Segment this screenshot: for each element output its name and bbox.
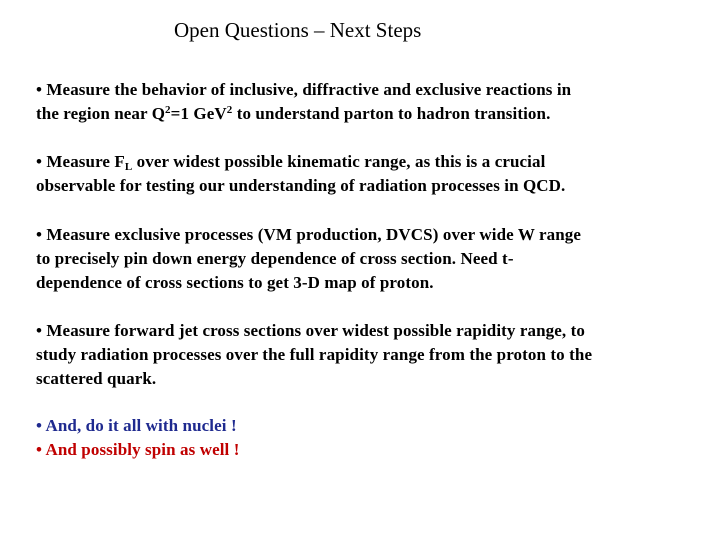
bullet-line: study radiation processes over the full rapidity range from the proton to the: [36, 345, 593, 364]
text-run: =1 GeV: [170, 104, 227, 123]
bullet-line: [36, 150, 696, 174]
bullet-line: • Measure the behavior of inclusive, diffractive and exclusive reactions in: [36, 80, 572, 99]
slide-title: Open Questions – Next Steps: [174, 18, 422, 42]
bullet-line: • Measure exclusive processes (VM production, DVCS) over wide W range: [36, 225, 582, 244]
bullet-nuclei-spin: [36, 414, 696, 462]
superscript: 2: [165, 104, 171, 116]
bullet-line: to precisely pin down energy dependence of cross section. Need t-: [36, 249, 514, 268]
bullet-exclusive-processes: [36, 223, 696, 295]
bullet-line: dependence of cross sections to get 3-D map of proton.: [36, 273, 434, 292]
bullet-line-nuclei: • And, do it all with nuclei !: [36, 416, 237, 435]
bullet-line: [36, 102, 696, 126]
bullet-line: observable for testing our understanding of radiation processes in QCD.: [36, 176, 566, 195]
bullet-fl-measurement: [36, 150, 696, 198]
bullet-partonic-transition: [36, 78, 696, 126]
superscript: 2: [226, 104, 233, 116]
text-run: to understand parton to hadron transition.: [232, 104, 551, 123]
subscript: L: [124, 161, 133, 173]
text-run: over widest possible kinematic range, as this is a crucial: [132, 152, 546, 171]
bullet-line: scattered quark.: [36, 369, 157, 388]
bullet-forward-jets: [36, 319, 696, 391]
bullet-line: • Measure forward jet cross sections over widest possible rapidity range, to: [36, 321, 585, 340]
text-run: • Measure F: [36, 152, 125, 171]
text-run: the region near Q: [36, 104, 166, 123]
bullet-line-spin: • And possibly spin as well !: [36, 440, 240, 459]
